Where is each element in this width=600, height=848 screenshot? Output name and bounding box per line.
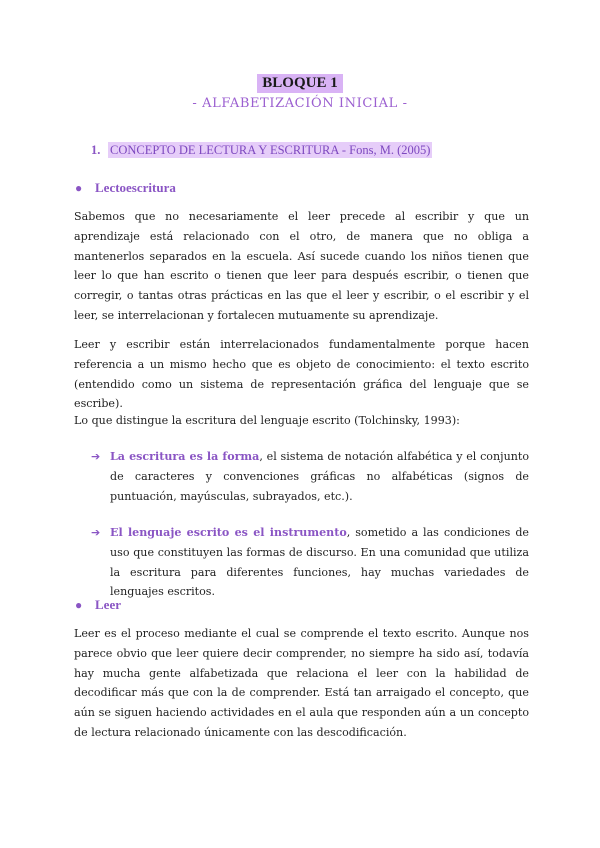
subsection-heading-leer <box>75 597 121 613</box>
block-subtitle: - ALFABETIZACIÓN INICIAL - <box>192 96 408 111</box>
subsection-title: Lectoescritura <box>95 180 176 195</box>
subsection-heading-lectoescritura <box>75 180 176 196</box>
subsection-title: Leer <box>95 597 121 612</box>
list-item-body <box>91 523 529 602</box>
section-heading <box>91 143 432 158</box>
paragraph: Leer y escribir están interrelacionados fundamentalmente porque hacen referencia a un mismo hecho que es objeto de conocimiento: el texto escrito (entendido como un sistema de representación gráfica del lenguaje que se escribe). <box>74 338 529 411</box>
arrow-right-icon: ➔ <box>91 450 101 463</box>
list-item-term: El lenguaje escrito es el instrumento <box>110 526 347 539</box>
bullet-icon: ● <box>75 181 83 195</box>
paragraph: Sabemos que no necesariamente el leer precede al escribir y que un aprendizaje está relacionado con el otro, de manera que no obliga a mantenerlos separados en la escuela. Así sucede cuando los niños tienen que leer lo que han escrito o tienen que leer para después escribir, o tienen que corregir, o tantas otras prácticas en las que el leer y escribir, o el escribir y el leer, se interrelacionan y fortalecen mutuamente su aprendizaje. <box>74 210 529 322</box>
list-item-text: , sometido a las condiciones de uso que constituyen las formas de discurso. En una comunidad que utiliza la escritura para diferentes funciones, hay muchas variedades de lenguajes escritos. <box>110 526 529 599</box>
arrow-right-icon: ➔ <box>91 526 101 539</box>
list-item <box>91 523 529 602</box>
block-title: BLOQUE 1 <box>257 74 342 93</box>
list-item-body <box>91 447 529 506</box>
section-title: CONCEPTO DE LECTURA Y ESCRITURA - Fons, M. (2005) <box>110 143 431 157</box>
title-container <box>0 72 600 93</box>
list-item-term: La escritura es la forma <box>110 450 260 463</box>
paragraph: Leer es el proceso mediante el cual se comprende el texto escrito. Aunque nos parece obvio que leer quiere decir comprender, no siempre ha sido así, todavía hay mucha gente alfabetizada que relaciona el leer con la habilidad de decodificar más que con la de comprender. Está tan arraigado el concepto, que aún se siguen haciendo actividades en el aula que responden aún a un concepto de lectura relacionado únicamente con las descodificación. <box>74 627 529 739</box>
paragraph: Lo que distingue la escritura del lenguaje escrito (Tolchinsky, 1993): <box>74 414 460 427</box>
bullet-icon: ● <box>75 598 83 612</box>
list-item-text: , el sistema de notación alfabética y el conjunto de caracteres y convenciones gráficas no alfabéticas (signos de puntuación, mayúsculas, subrayados, etc.). <box>110 450 529 503</box>
section-number: 1. <box>91 143 101 157</box>
list-item <box>91 447 529 506</box>
